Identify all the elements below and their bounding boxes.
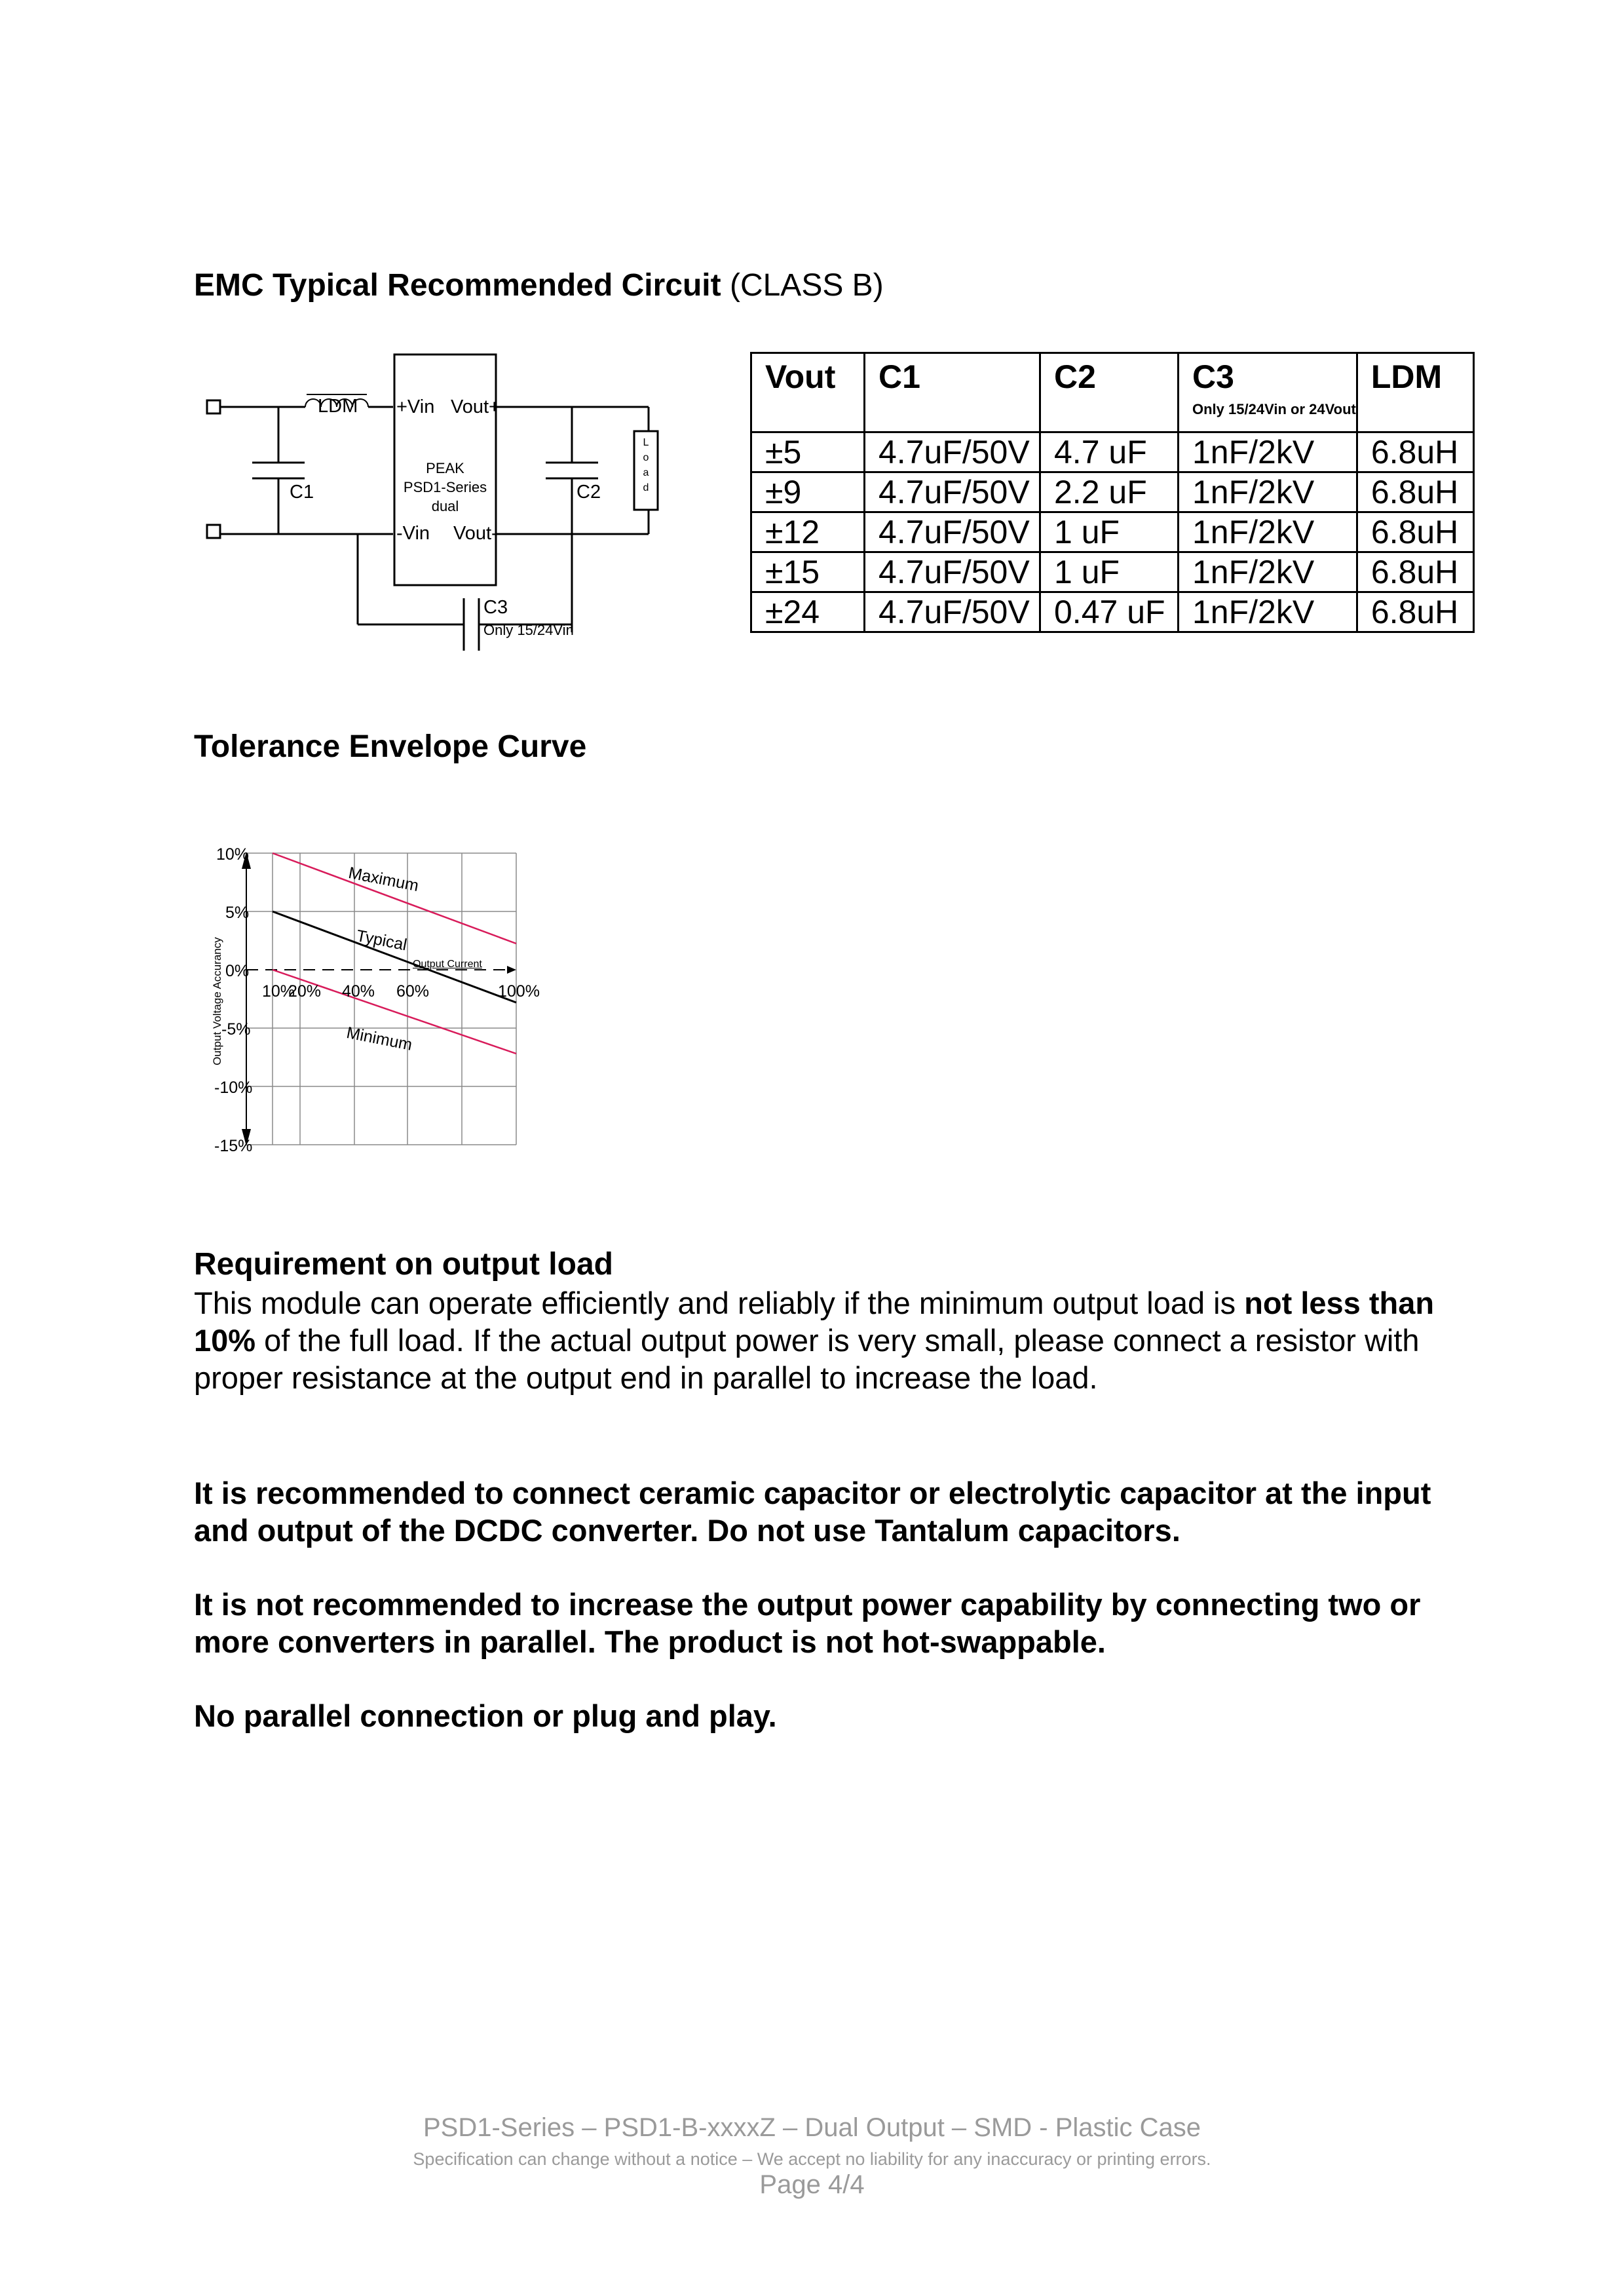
cell-c1: 4.7uF/50V [865, 432, 1040, 472]
input-terminal-positive [207, 400, 220, 413]
cell-c3: 1nF/2kV [1179, 552, 1357, 592]
load-letter: a [643, 467, 649, 478]
y-tick: 5% [225, 904, 250, 922]
cell-vout: ±24 [751, 592, 865, 632]
table-row [751, 592, 1474, 632]
cell-vout: ±9 [751, 472, 865, 512]
c2-label: C2 [576, 482, 601, 503]
cell-c1: 4.7uF/50V [865, 592, 1040, 632]
emc-title-bold: EMC Typical Recommended Circuit [194, 268, 721, 303]
y-tick: -5% [221, 1020, 251, 1039]
cell-c2: 4.7 uF [1040, 432, 1179, 472]
tolerance-chart [197, 826, 786, 1166]
table-row [751, 512, 1474, 552]
load-letter: o [643, 452, 649, 463]
header-c3 [1179, 353, 1357, 432]
footer-disclaimer: Specification can change without a notice – We accept no liability for any inaccuracy or printing errors. [413, 2149, 1211, 2169]
note-no-parallel: No parallel connection or plug and play. [194, 1698, 777, 1733]
series-label-typical: Typical [354, 927, 409, 955]
input-terminal-negative [207, 525, 220, 538]
cell-c2: 1 uF [1040, 552, 1179, 592]
emc-component-table [750, 352, 1475, 633]
table-row [751, 432, 1474, 472]
cell-c1: 4.7uF/50V [865, 512, 1040, 552]
series-label-minimum: Minimum [345, 1024, 414, 1054]
cell-c3: 1nF/2kV [1179, 592, 1357, 632]
output-load-text-bold: not less than 10% [194, 1286, 1435, 1358]
cell-ldm: 6.8uH [1357, 472, 1473, 512]
emc-section-title [194, 267, 884, 303]
header-c2: C2 [1040, 353, 1179, 432]
y-tick: -10% [214, 1079, 253, 1097]
pin-vout-negative: Vout- [453, 523, 498, 544]
cell-vout: ±12 [751, 512, 865, 552]
table-header-row [751, 353, 1474, 432]
y-axis-label: Output Voltage Accurancy [211, 937, 223, 1065]
cell-vout: ±15 [751, 552, 865, 592]
footer-product-line: PSD1-Series – PSD1-B-xxxxZ – Dual Output – SMD - Plastic Case [423, 2113, 1201, 2142]
header-vout: Vout [751, 353, 865, 432]
note-parallel-power: It is not recommended to increase the output power capability by connecting two or more converters in parallel. The product is not hot-swappable. [194, 1587, 1421, 1659]
emc-title-class: (CLASS B) [729, 268, 884, 303]
output-load-title: Requirement on output load [194, 1247, 613, 1282]
c3-label: C3 [483, 597, 508, 618]
footer-page-number: Page 4/4 [759, 2170, 865, 2199]
load-letter: d [643, 482, 649, 493]
cell-vout: ±5 [751, 432, 865, 472]
series-label-maximum: Maximum [347, 864, 421, 896]
cell-c1: 4.7uF/50V [865, 552, 1040, 592]
pin-vin-negative: -Vin [396, 523, 430, 544]
header-c3-label: C3 [1192, 358, 1234, 395]
x-tick: 10% [262, 982, 295, 1001]
x-axis-label: Output Current [413, 959, 482, 970]
table-row [751, 472, 1474, 512]
y-tick: 0% [225, 962, 250, 980]
module-label [394, 459, 496, 516]
cell-c2: 1 uF [1040, 512, 1179, 552]
cell-c3: 1nF/2kV [1179, 472, 1357, 512]
load-letter: L [643, 437, 649, 448]
table-row [751, 552, 1474, 592]
module-series: PSD1-Series [403, 479, 487, 495]
emc-circuit-diagram [197, 347, 668, 662]
pin-vout-positive: Vout+ [451, 396, 500, 417]
header-c3-note: Only 15/24Vin or 24Vout [1192, 401, 1356, 417]
x-tick: 40% [342, 982, 375, 1001]
y-tick: 10% [216, 845, 250, 864]
series-maximum-line [273, 853, 516, 944]
c1-label: C1 [290, 482, 314, 503]
tolerance-section-title: Tolerance Envelope Curve [194, 729, 587, 764]
cell-ldm: 6.8uH [1357, 432, 1473, 472]
note-capacitor-type: It is recommended to connect ceramic capacitor or electrolytic capacitor at the input and output of the DCDC converter. Do not use Tantalum capacitors. [194, 1476, 1431, 1548]
x-axis-arrow-icon [507, 966, 516, 974]
output-load-text-1: This module can operate efficiently and reliably if the minimum output load is [194, 1286, 1245, 1320]
y-tick: -15% [214, 1137, 253, 1155]
pin-vin-positive: +Vin [396, 396, 435, 417]
load-label [634, 435, 658, 495]
ldm-label: LDM [318, 396, 358, 417]
cell-c3: 1nF/2kV [1179, 512, 1357, 552]
cell-c2: 2.2 uF [1040, 472, 1179, 512]
x-tick: 20% [288, 982, 322, 1001]
cell-ldm: 6.8uH [1357, 592, 1473, 632]
header-ldm: LDM [1357, 353, 1473, 432]
output-load-paragraph [194, 1284, 1478, 1396]
x-tick: 60% [396, 982, 430, 1001]
cell-c1: 4.7uF/50V [865, 472, 1040, 512]
module-brand: PEAK [426, 460, 464, 476]
cell-ldm: 6.8uH [1357, 512, 1473, 552]
header-c1: C1 [865, 353, 1040, 432]
cell-c2: 0.47 uF [1040, 592, 1179, 632]
module-type: dual [431, 498, 459, 514]
x-tick: 100% [498, 982, 540, 1001]
cell-c3: 1nF/2kV [1179, 432, 1357, 472]
cell-ldm: 6.8uH [1357, 552, 1473, 592]
output-load-text-2: of the full load. If the actual output power is very small, please connect a resistor with proper resistance at the output end in parallel to increase the load. [194, 1323, 1420, 1395]
c3-note: Only 15/24Vin [483, 622, 574, 638]
